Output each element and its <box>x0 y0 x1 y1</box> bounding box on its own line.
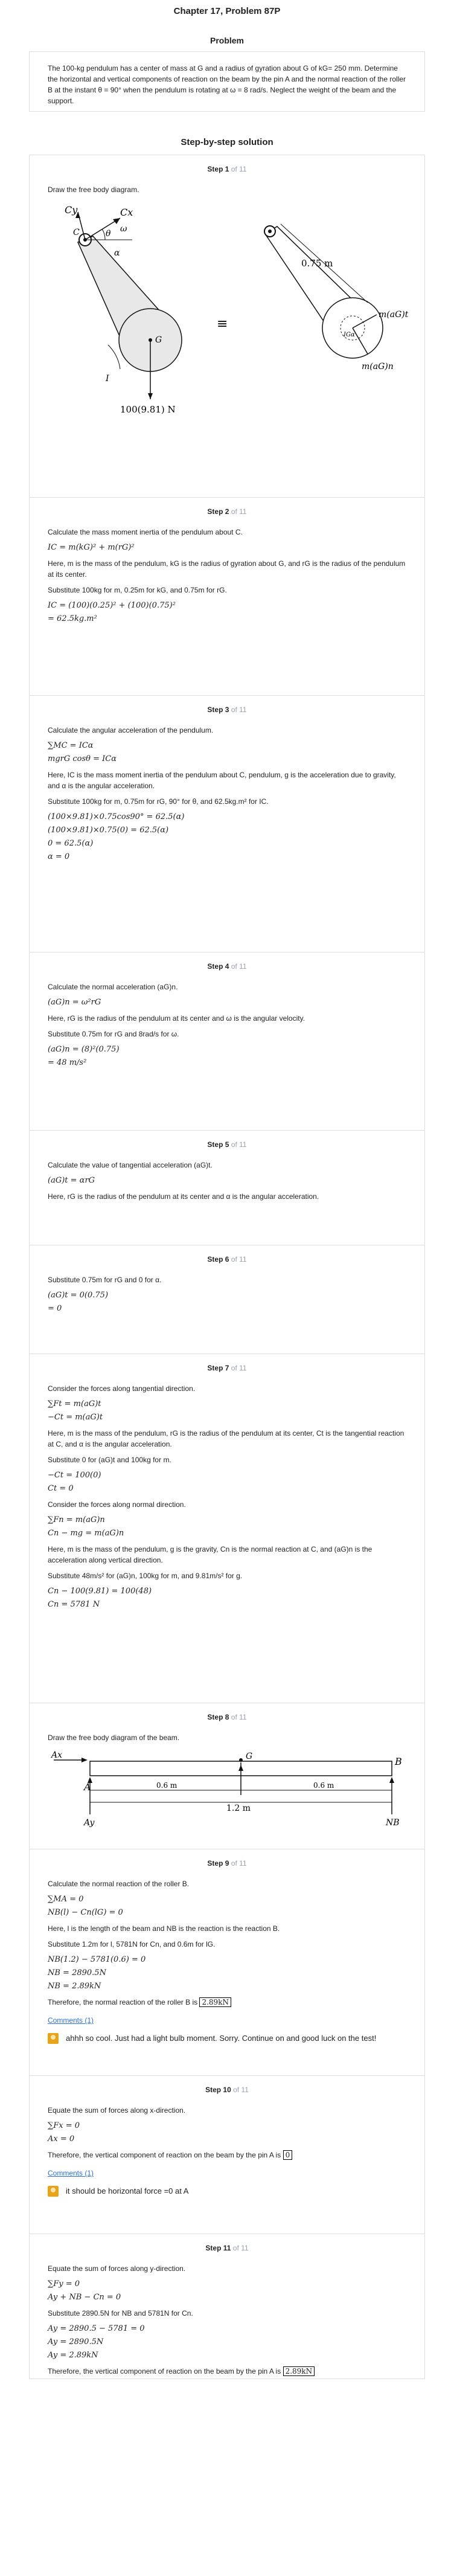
g-label: G <box>246 1752 253 1761</box>
step-text: Equate the sum of forces along y-direction. <box>48 2264 186 2273</box>
step-10 <box>30 2076 424 2234</box>
answer-line: Therefore, the normal reaction of the roller B is 2.89kN <box>48 1997 406 2008</box>
equation: 0 = 62.5(α) <box>48 839 94 848</box>
step-text: Here, m is the mass of the pendulum, kG is the radius of gyration about G, and rG is the radius of the pendulum at its center. <box>48 559 406 579</box>
equation: (aG)n = (8)²(0.75) <box>48 1045 120 1054</box>
step-header: Step 1 of 11 <box>207 165 247 173</box>
nb-label: NB <box>386 1818 400 1828</box>
step-text: Substitute 0.75m for rG and 0 for α. <box>48 1276 162 1284</box>
svg-text:IGα: IGα <box>344 332 355 338</box>
step-text: Calculate the value of tangential acceleration (aG)t. <box>48 1161 213 1169</box>
equation: (aG)t = αrG <box>48 1176 95 1185</box>
problem-heading: Problem <box>209 36 244 45</box>
answer-line: Therefore, the vertical component of reaction on the beam by the pin A is 2.89kN <box>48 2366 406 2377</box>
equation: NB(l) − Cn(lG) = 0 <box>48 1908 123 1917</box>
dist-1: 0.6 m <box>156 1781 177 1790</box>
step-text: Substitute 100kg for m, 0.75m for rG, 90° for θ, and 62.5kg.m² for IC. <box>48 797 269 806</box>
step-header: Step 11 of 11 <box>205 2244 249 2252</box>
step-text: Draw the free body diagram. <box>48 185 139 194</box>
cy-label: Cy <box>65 204 78 216</box>
user-avatar-icon[interactable] <box>48 2186 59 2197</box>
step-text: Here, rG is the radius of the pendulum at its center and ω is the angular velocity. <box>48 1014 305 1023</box>
step-text: Consider the forces along normal direction. <box>48 1500 186 1509</box>
equation: α = 0 <box>48 852 70 861</box>
step-text: Here, rG is the radius of the pendulum at its center and α is the angular acceleration. <box>48 1192 319 1201</box>
step-text: Calculate the normal reaction of the roller B. <box>48 1880 190 1888</box>
step-text: Here, l is the length of the beam and NB is the reaction is the reaction B. <box>48 1924 280 1933</box>
step-header: Step 4 of 11 <box>207 962 247 971</box>
solution-heading: Step-by-step solution <box>181 137 273 147</box>
equation: = 48 m/s² <box>48 1058 87 1067</box>
b-label: B <box>395 1756 402 1767</box>
alpha-label: α <box>114 248 120 258</box>
step-text: Substitute 0 for (aG)t and 100kg for m. <box>48 1456 171 1464</box>
equation: NB = 2.89kN <box>48 1982 101 1991</box>
step-text: Calculate the normal acceleration (aG)n. <box>48 983 178 991</box>
comment: ahhh so cool. Just had a light bulb moment. Sorry. Continue on and good luck on the test! <box>48 2033 406 2044</box>
step-text: Calculate the mass moment inertia of the pendulum about C. <box>48 528 243 536</box>
g-label: G <box>155 335 162 345</box>
step-text: Substitute 48m/s² for (aG)n, 100kg for m, and 9.81m/s² for g. <box>48 1572 243 1580</box>
comments-link[interactable]: Comments (1) <box>48 2169 94 2177</box>
step-header: Step 8 of 11 <box>207 1713 247 1721</box>
step-header: Step 9 of 11 <box>207 1859 247 1868</box>
step-header: Step 6 of 11 <box>207 1255 247 1264</box>
step-text: Substitute 2890.5N for NB and 5781N for Cn. <box>48 2309 193 2317</box>
answer-box: 0 <box>283 2150 293 2160</box>
steps-container <box>29 155 425 2379</box>
step-text: Calculate the angular acceleration of the pendulum. <box>48 726 214 734</box>
equation: mgrG cosθ = ICα <box>48 754 117 763</box>
comments-link[interactable]: Comments (1) <box>48 2016 94 2025</box>
beam-fbd <box>48 1748 410 1832</box>
step-6 <box>30 1245 424 1354</box>
ax-label: Ax <box>51 1750 63 1760</box>
equation: IC = m(kG)² + m(rG)² <box>48 543 135 552</box>
pendulum-fbd <box>48 200 410 478</box>
equation: = 0 <box>48 1304 62 1313</box>
equation: (100×9.81)×0.75(0) = 62.5(α) <box>48 826 169 835</box>
problem-statement: The 100-kg pendulum has a center of mass at G and a radius of gyration about G of kG= 250 mm. Determine the horizontal and vertical components of reaction on the beam by the pin A and the normal reaction of the roller B at the instant θ = 90° when the pendulum is rotating at ω = 8 rad/s. Neglect the weight of the beam and the support. <box>29 51 425 112</box>
equation: (100×9.81)×0.75cos90° = 62.5(α) <box>48 812 185 821</box>
c-label: C <box>73 228 80 237</box>
equation: Ay = 2.89kN <box>48 2351 98 2360</box>
equation: −Ct = m(aG)t <box>48 1413 103 1422</box>
equation: IC = (100)(0.25)² + (100)(0.75)² <box>48 601 176 610</box>
user-avatar-icon[interactable] <box>48 2033 59 2044</box>
equation: Cn − 100(9.81) = 100(48) <box>48 1587 152 1596</box>
equation: Ax = 0 <box>48 2134 75 2144</box>
theta-label: θ <box>106 229 111 239</box>
equation: ∑Fy = 0 <box>48 2279 80 2289</box>
equation: ∑MA = 0 <box>48 1895 84 1904</box>
step-3 <box>30 696 424 952</box>
step-text: Here, IC is the mass moment inertia of the pendulum about C, pendulum, g is the acceleration due to gravity, and α is the angular acceleration. <box>48 771 396 790</box>
svg-text:m(aG)n: m(aG)n <box>362 362 394 371</box>
equation: ∑Ft = m(aG)t <box>48 1399 101 1408</box>
equation: Ay = 2890.5N <box>48 2337 104 2346</box>
arm-label: 0.75 m <box>301 258 333 269</box>
equation: ∑Fx = 0 <box>48 2121 80 2130</box>
step-header: Step 5 of 11 <box>207 1140 247 1149</box>
step-header: Step 2 of 11 <box>207 507 247 516</box>
step-text: Substitute 0.75m for rG and 8rad/s for ω. <box>48 1030 179 1038</box>
ay-label: Ay <box>84 1818 95 1828</box>
equation: ∑MC = ICα <box>48 741 94 750</box>
step-4 <box>30 952 424 1131</box>
step-header: Step 10 of 11 <box>205 2086 249 2094</box>
weight-label: 100(9.81) N <box>120 404 176 415</box>
equation: NB = 2890.5N <box>48 1968 106 1977</box>
comment: it should be horizontal force =0 at A <box>48 2186 406 2197</box>
dist-total: 1.2 m <box>226 1804 251 1813</box>
equation: Ay + NB − Cn = 0 <box>48 2293 121 2302</box>
i-label: I <box>106 374 109 384</box>
step-2 <box>30 498 424 696</box>
step-8 <box>30 1703 424 1849</box>
step-text: Substitute 100kg for m, 0.25m for kG, and 0.75m for rG. <box>48 586 227 594</box>
step-7 <box>30 1354 424 1703</box>
equation: Ay = 2890.5 − 5781 = 0 <box>48 2324 145 2333</box>
cx-label: Cx <box>120 207 133 218</box>
step-text: Here, m is the mass of the pendulum, rG is the radius of the pendulum at its center, Ct is the tangential reaction at C, and α is the angular acceleration. <box>48 1429 404 1448</box>
answer-box: 2.89kN <box>199 1997 231 2007</box>
answer-line: Therefore, the vertical component of reaction on the beam by the pin A is 0 <box>48 2150 406 2160</box>
equation: Cn − mg = m(aG)n <box>48 1529 124 1538</box>
step-text: Consider the forces along tangential direction. <box>48 1384 196 1393</box>
step-text: Equate the sum of forces along x-direction. <box>48 2106 186 2115</box>
page-title: Chapter 17, Problem 87P <box>173 6 281 16</box>
svg-text:≡: ≡ <box>217 316 228 332</box>
a-label: A <box>84 1781 91 1793</box>
step-header: Step 7 of 11 <box>207 1364 247 1372</box>
step-text: Here, m is the mass of the pendulum, g is the gravity, Cn is the normal reaction at C, and (aG)n is the acceleration along vertical direction. <box>48 1545 372 1564</box>
answer-box: 2.89kN <box>283 2366 315 2376</box>
dist-2: 0.6 m <box>313 1781 334 1790</box>
step-1 <box>30 155 424 498</box>
equation: ∑Fn = m(aG)n <box>48 1515 105 1524</box>
svg-text:m(aG)t: m(aG)t <box>379 310 409 320</box>
equation: Cn = 5781 N <box>48 1600 100 1609</box>
equation: Ct = 0 <box>48 1484 74 1493</box>
step-header: Step 3 of 11 <box>207 705 247 714</box>
step-5 <box>30 1131 424 1245</box>
omega-label: ω <box>120 224 127 234</box>
step-11 <box>30 2234 424 2379</box>
equation: NB(1.2) − 5781(0.6) = 0 <box>48 1955 146 1964</box>
equation: = 62.5kg.m² <box>48 614 97 623</box>
equation: −Ct = 100(0) <box>48 1471 101 1480</box>
step-9 <box>30 1849 424 2076</box>
step-text: Substitute 1.2m for l, 5781N for Cn, and 0.6m for lG. <box>48 1940 216 1948</box>
step-text: Draw the free body diagram of the beam. <box>48 1733 180 1742</box>
equation: (aG)t = 0(0.75) <box>48 1291 109 1300</box>
equation: (aG)n = ω²rG <box>48 998 101 1007</box>
